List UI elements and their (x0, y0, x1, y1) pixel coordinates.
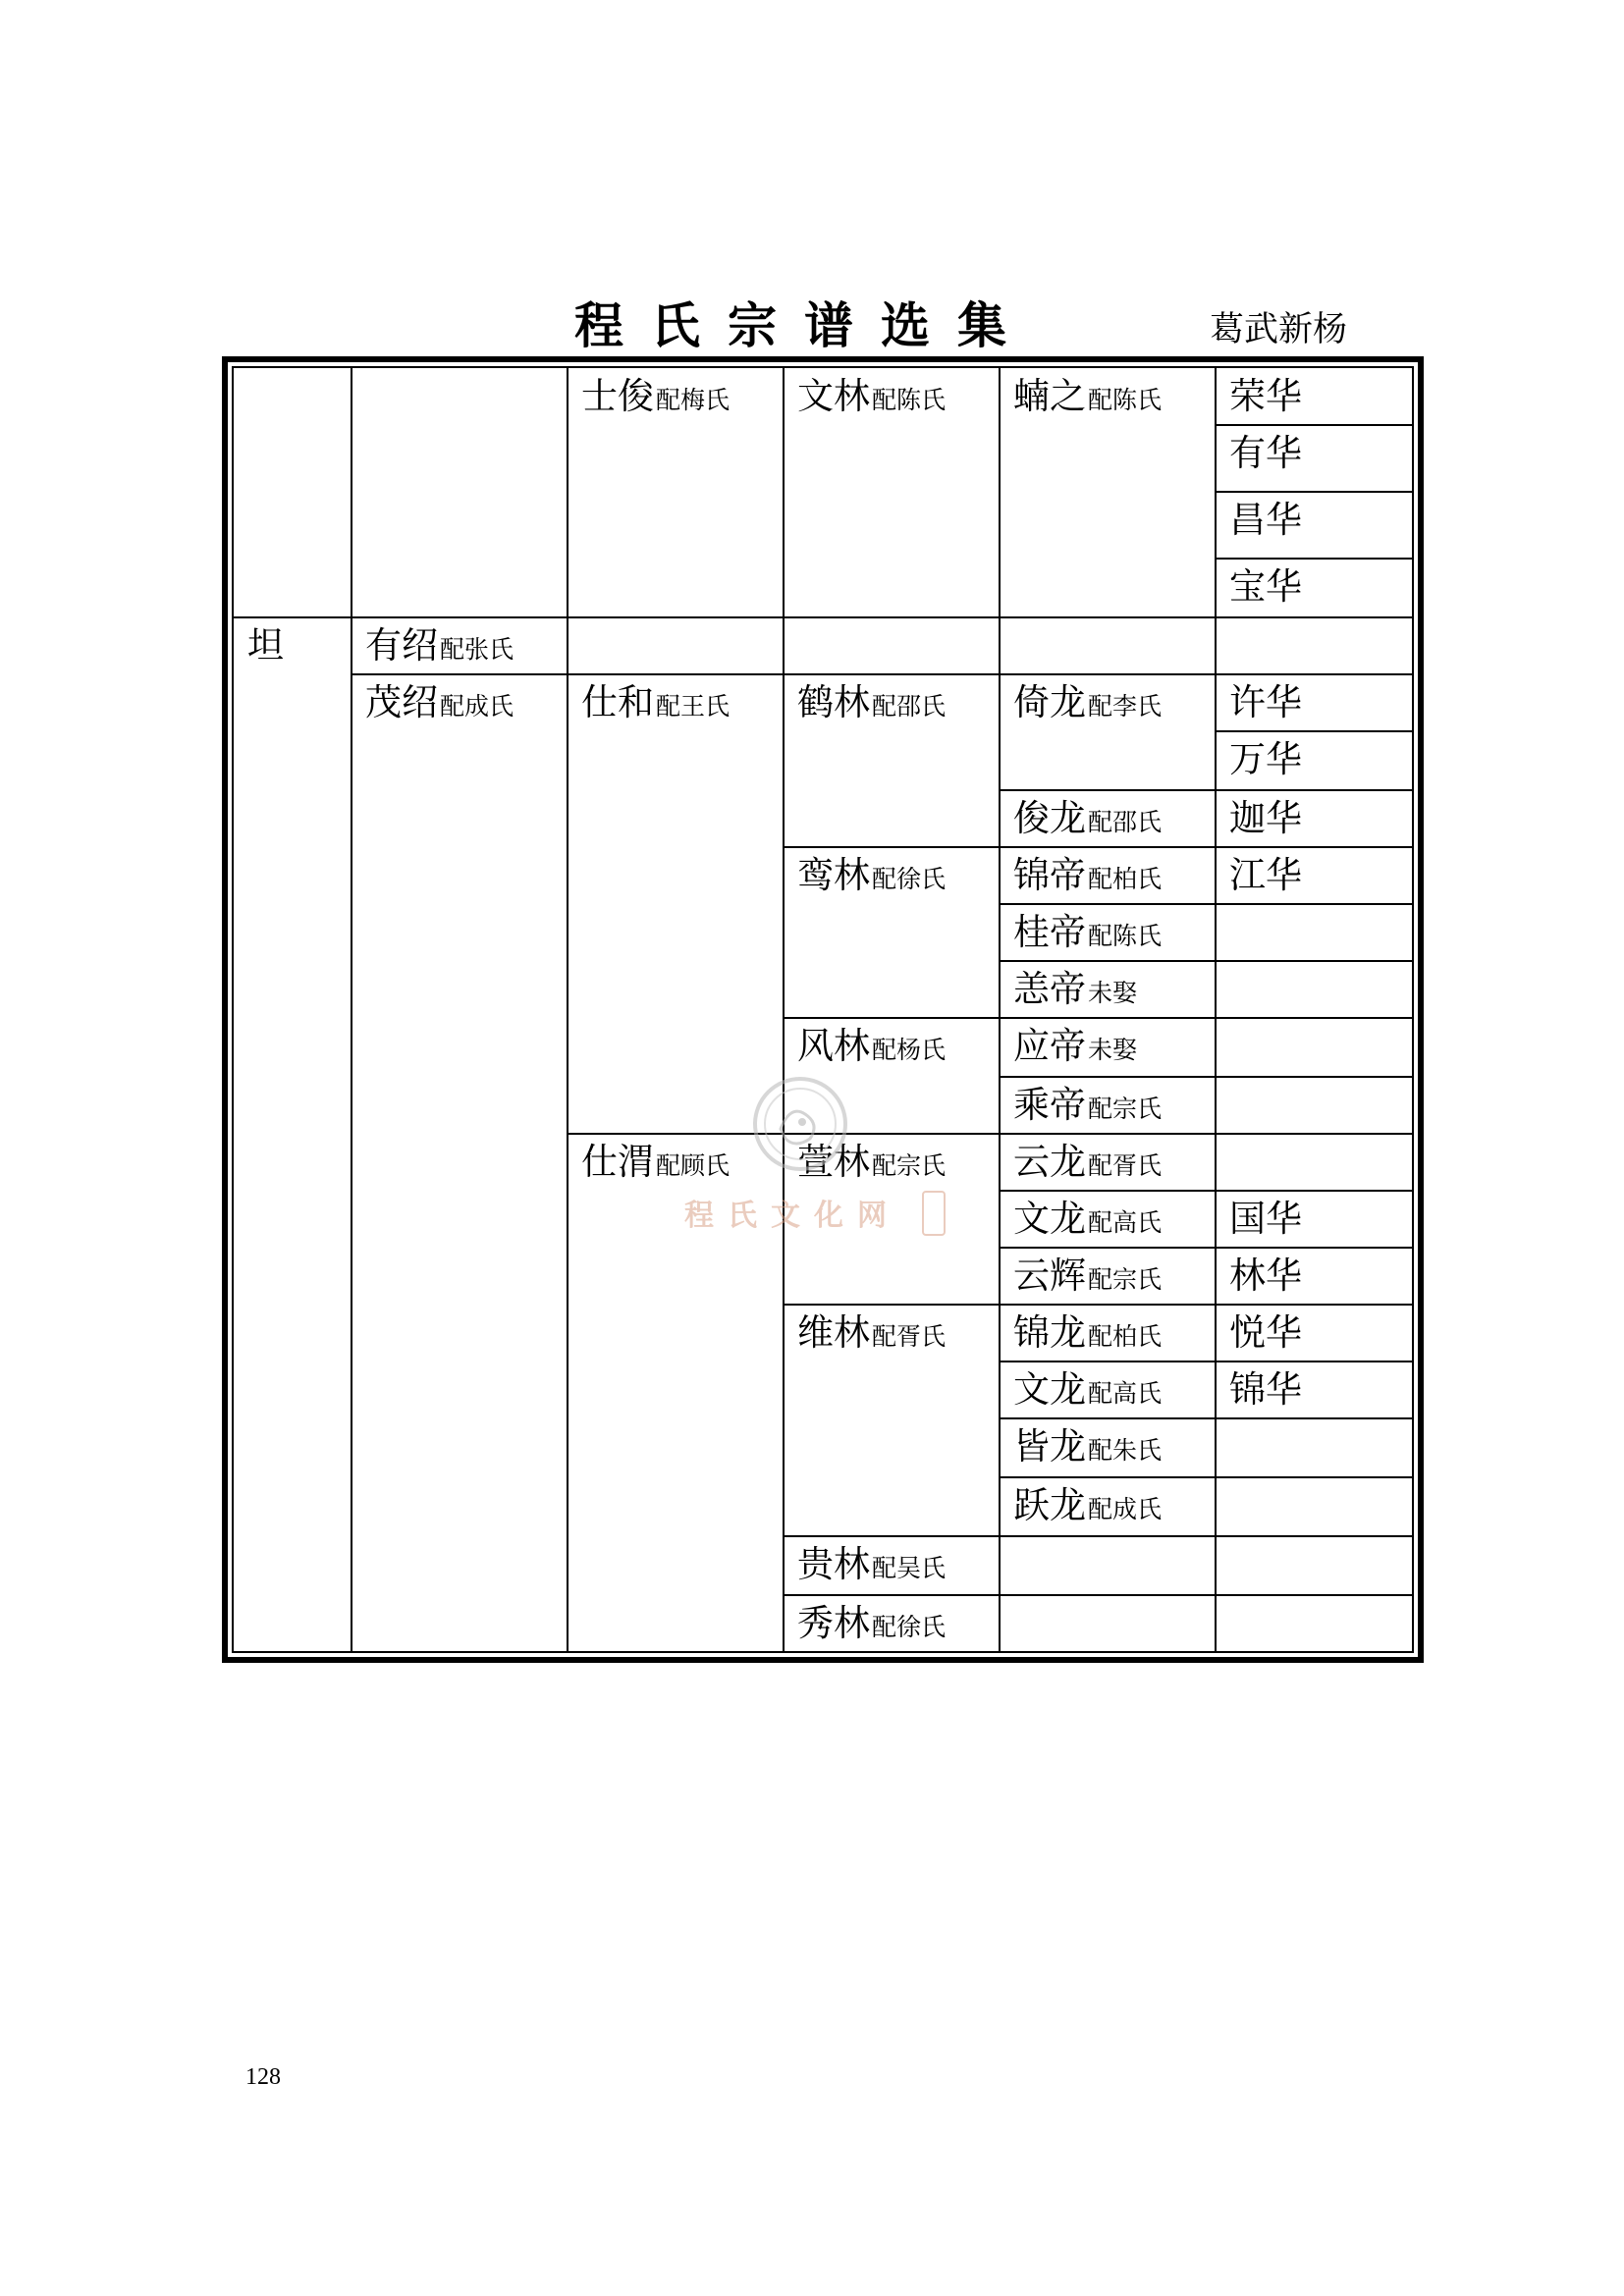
person-cell (1229, 565, 1302, 608)
person-name: 桂帝 (1013, 911, 1086, 953)
person-cell (1229, 681, 1302, 723)
person-name: 迦华 (1229, 797, 1302, 839)
person-name: 有华 (1229, 432, 1302, 474)
person-name: 应帝 (1013, 1025, 1086, 1067)
page-number: 128 (245, 2064, 281, 2090)
spouse-note: 配高氏 (1088, 1379, 1163, 1408)
person-cell (365, 681, 514, 723)
spouse-note: 配高氏 (1088, 1208, 1163, 1237)
table-grid-lines (234, 368, 1412, 1651)
spouse-note: 配朱氏 (1088, 1436, 1163, 1465)
spouse-note: 配邵氏 (1088, 808, 1163, 836)
person-name: 倚龙 (1013, 681, 1086, 723)
person-cell (797, 1311, 947, 1354)
person-cell (1013, 375, 1163, 417)
person-cell (1229, 738, 1302, 780)
person-cell (1013, 1425, 1163, 1468)
person-cell (1229, 1311, 1302, 1354)
spouse-note: 配成氏 (440, 692, 514, 721)
spouse-note: 配宗氏 (1088, 1265, 1163, 1294)
person-cell (797, 854, 947, 896)
person-name: 有绍 (365, 624, 438, 667)
person-name: 秀林 (797, 1602, 870, 1644)
spouse-note: 配梅氏 (656, 386, 731, 414)
person-cell (581, 681, 731, 723)
spouse-note: 配徐氏 (872, 1613, 947, 1641)
person-cell (1229, 1255, 1302, 1297)
person-name: 风林 (797, 1025, 870, 1067)
person-cell (797, 375, 947, 417)
person-cell (1013, 797, 1163, 839)
person-cell (1013, 911, 1163, 953)
watermark (682, 1075, 947, 1242)
spouse-note: 未娶 (1088, 1036, 1138, 1064)
person-cell (365, 624, 514, 667)
person-name: 士俊 (581, 375, 654, 417)
person-name: 跃龙 (1013, 1484, 1086, 1526)
spouse-note: 配吴氏 (872, 1554, 947, 1582)
spouse-note: 配徐氏 (872, 865, 947, 893)
person-cell (1229, 854, 1302, 896)
spouse-note: 配陈氏 (1088, 386, 1163, 414)
person-cell (1013, 968, 1138, 1010)
spouse-note: 配杨氏 (872, 1036, 947, 1064)
watermark-seal-icon (751, 1075, 849, 1173)
spouse-note: 配张氏 (440, 635, 514, 664)
person-cell (1013, 1084, 1163, 1126)
spouse-note: 配陈氏 (872, 386, 947, 414)
person-cell (1013, 1141, 1163, 1183)
person-name: 贵林 (797, 1543, 870, 1585)
person-cell (1229, 432, 1302, 474)
person-name: 江华 (1229, 854, 1302, 896)
person-name: 维林 (797, 1311, 870, 1354)
spouse-note: 配李氏 (1088, 692, 1163, 721)
person-name: 鹤林 (797, 681, 870, 723)
person-cell (797, 681, 947, 723)
person-cell (1013, 1368, 1163, 1411)
person-name: 仕渭 (581, 1141, 654, 1183)
person-cell (797, 1543, 947, 1585)
person-cell (1229, 375, 1302, 417)
spouse-note: 配顾氏 (656, 1151, 731, 1180)
spouse-note: 配宗氏 (1088, 1095, 1163, 1123)
person-cell (1229, 797, 1302, 839)
watermark-text: 程氏文化网 (684, 1199, 900, 1233)
person-name: 坦 (247, 624, 284, 667)
document-subtitle: 葛武新杨 (1210, 310, 1348, 349)
watermark-stamp-icon (922, 1191, 946, 1236)
person-name: 宝华 (1229, 565, 1302, 608)
person-name: 文龙 (1013, 1198, 1086, 1240)
person-cell (1229, 1368, 1302, 1411)
person-cell (1229, 499, 1302, 541)
person-name: 仕和 (581, 681, 654, 723)
person-name: 云辉 (1013, 1255, 1086, 1297)
person-name: 文龙 (1013, 1368, 1086, 1411)
person-name: 乘帝 (1013, 1084, 1086, 1126)
person-cell (581, 375, 731, 417)
spouse-note: 配王氏 (656, 692, 731, 721)
person-cell (247, 624, 284, 667)
person-name: 锦华 (1229, 1368, 1302, 1411)
person-name: 俊龙 (1013, 797, 1086, 839)
person-name: 昌华 (1229, 499, 1302, 541)
person-name: 鸾林 (797, 854, 870, 896)
person-name: 荣华 (1229, 375, 1302, 417)
document-title: 程氏宗谱选集 (574, 296, 1034, 354)
person-cell (1229, 1198, 1302, 1240)
person-name: 萱林 (797, 1141, 870, 1183)
person-cell (797, 1602, 947, 1644)
person-name: 许华 (1229, 681, 1302, 723)
person-cell (1013, 1311, 1163, 1354)
person-cell (1013, 1484, 1163, 1526)
person-name: 锦龙 (1013, 1311, 1086, 1354)
person-name: 国华 (1229, 1198, 1302, 1240)
spouse-note: 配柏氏 (1088, 865, 1163, 893)
person-name: 蝻之 (1013, 375, 1086, 417)
spouse-note: 配成氏 (1088, 1495, 1163, 1523)
spouse-note: 配胥氏 (1088, 1151, 1163, 1180)
person-cell (1013, 1025, 1138, 1067)
person-cell (1013, 854, 1163, 896)
spouse-note: 配胥氏 (872, 1322, 947, 1351)
table-inner-border (232, 366, 1414, 1653)
person-name: 恙帝 (1013, 968, 1086, 1010)
person-name: 皆龙 (1013, 1425, 1086, 1468)
person-cell (797, 1025, 947, 1067)
person-cell (1013, 681, 1163, 723)
person-name: 林华 (1229, 1255, 1302, 1297)
person-name: 云龙 (1013, 1141, 1086, 1183)
person-name: 悦华 (1229, 1311, 1302, 1354)
person-name: 万华 (1229, 738, 1302, 780)
person-name: 茂绍 (365, 681, 438, 723)
genealogy-table (222, 356, 1424, 1663)
spouse-note: 未娶 (1088, 979, 1138, 1007)
spouse-note: 配陈氏 (1088, 922, 1163, 950)
person-cell (1013, 1198, 1163, 1240)
spouse-note: 配柏氏 (1088, 1322, 1163, 1351)
spouse-note: 配邵氏 (872, 692, 947, 721)
person-name: 文林 (797, 375, 870, 417)
person-cell (1013, 1255, 1163, 1297)
spouse-note: 配宗氏 (872, 1151, 947, 1180)
person-name: 锦帝 (1013, 854, 1086, 896)
